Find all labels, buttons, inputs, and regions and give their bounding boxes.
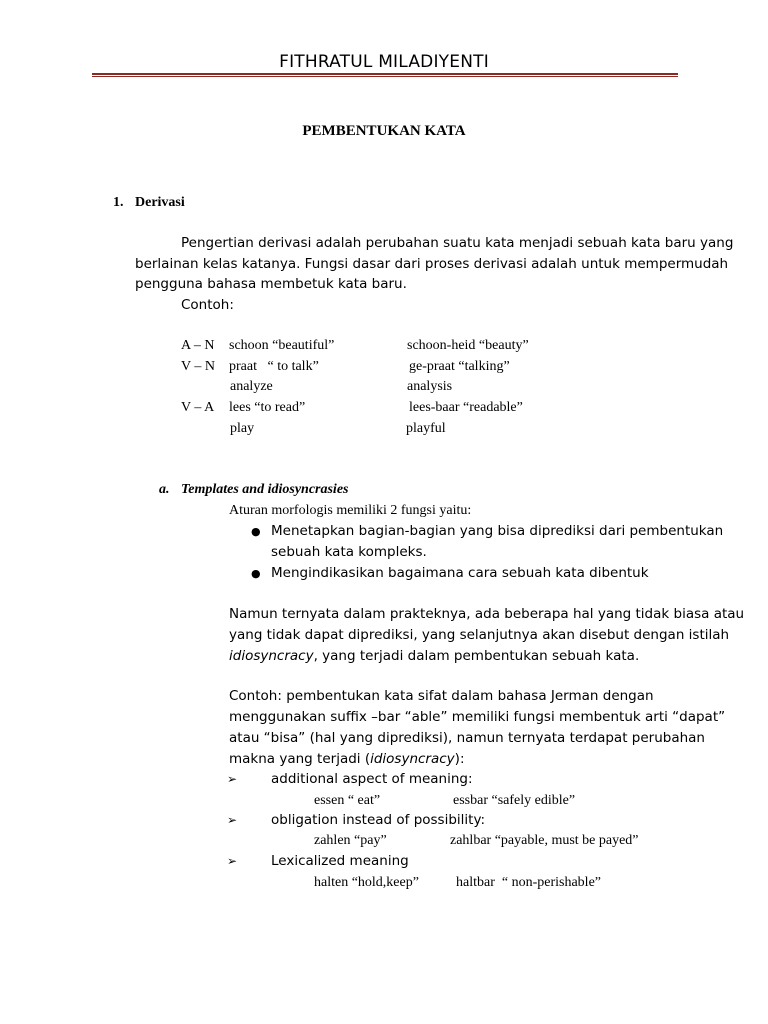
paragraph-line: Pengertian derivasi adalah perubahan suatu kata menjadi sebuah kata baru yang: [181, 235, 734, 251]
header-rule: [92, 73, 678, 75]
base-word: play: [230, 421, 255, 436]
base-word: essen “ eat”: [314, 793, 381, 808]
paragraph-line: pengguna bahasa membetuk kata baru.: [135, 276, 407, 292]
author-header: FITHRATUL MILADIYENTI: [279, 52, 489, 72]
bullet-icon: ●: [251, 525, 261, 538]
paragraph-line: atau “bisa” (hal yang diprediksi), namun ternyata terdapat perubahan: [229, 730, 705, 746]
derived-word: analysis: [407, 379, 453, 394]
header-rule-thin: [92, 76, 678, 77]
derived-word: lees-baar “readable”: [409, 400, 523, 415]
italic-term: idiosyncracy: [229, 648, 314, 664]
arrow-bullet-icon: ➢: [227, 813, 238, 827]
subsection-heading: Templates and idiosyncrasies: [181, 482, 349, 497]
section-heading: Derivasi: [135, 195, 185, 210]
word-class: V – N: [181, 359, 215, 374]
bullet-text: Mengindikasikan bagaimana cara sebuah kata dibentuk: [271, 565, 649, 581]
word-class: A – N: [181, 338, 215, 353]
paragraph-line: berlainan kelas katanya. Fungsi dasar dari proses derivasi adalah untuk mempermudah: [135, 256, 729, 272]
derived-word: schoon-heid “beauty”: [407, 338, 529, 353]
section-number: 1.: [113, 195, 124, 210]
paragraph-line: yang tidak dapat diprediksi, yang selanjutnya akan disebut dengan istilah: [229, 627, 730, 643]
paragraph-line: Namun ternyata dalam prakteknya, ada beberapa hal yang tidak biasa atau: [229, 606, 745, 622]
bullet-text: Menetapkan bagian-bagian yang bisa diprediksi dari pembentukan: [271, 523, 724, 539]
base-word: analyze: [230, 379, 273, 394]
word-class: V – A: [181, 400, 215, 415]
intro-line: Aturan morfologis memiliki 2 fungsi yaitu:: [229, 503, 472, 518]
base-word: praat “ to talk”: [229, 359, 319, 374]
arrow-bullet-icon: ➢: [227, 772, 238, 786]
arrow-item-label: additional aspect of meaning:: [271, 771, 473, 787]
italic-term: idiosyncracy: [370, 751, 455, 767]
base-word: halten “hold,keep”: [314, 875, 419, 890]
derived-word: haltbar “ non-perishable”: [456, 875, 601, 890]
subsection-letter: a.: [159, 482, 170, 497]
base-word: schoon “beautiful”: [229, 338, 335, 353]
paragraph-line: Contoh: pembentukan kata sifat dalam bahasa Jerman dengan: [229, 688, 654, 704]
derived-word: ge-praat “talking”: [409, 359, 510, 374]
contoh-label: Contoh:: [181, 297, 234, 313]
arrow-bullet-icon: ➢: [227, 854, 238, 868]
paragraph-text: ):: [454, 751, 465, 767]
paragraph-line: menggunakan suffix –bar “able” memiliki fungsi membentuk arti “dapat”: [229, 709, 726, 725]
paragraph-text: , yang terjadi dalam pembentukan sebuah kata.: [313, 648, 640, 664]
base-word: zahlen “pay”: [314, 833, 387, 848]
bullet-icon: ●: [251, 567, 261, 580]
paragraph-line: [229, 751, 465, 768]
page-title: PEMBENTUKAN KATA: [302, 123, 466, 139]
base-word: lees “to read”: [229, 400, 306, 415]
derived-word: zahlbar “payable, must be payed”: [450, 833, 639, 848]
paragraph-line: [229, 648, 639, 665]
paragraph-text: makna yang terjadi (: [229, 751, 371, 767]
bullet-text: sebuah kata kompleks.: [271, 544, 427, 560]
arrow-item-label: obligation instead of possibility:: [271, 812, 486, 828]
derived-word: playful: [406, 421, 446, 436]
arrow-item-label: Lexicalized meaning: [271, 853, 409, 869]
derived-word: essbar “safely edible”: [453, 793, 576, 808]
